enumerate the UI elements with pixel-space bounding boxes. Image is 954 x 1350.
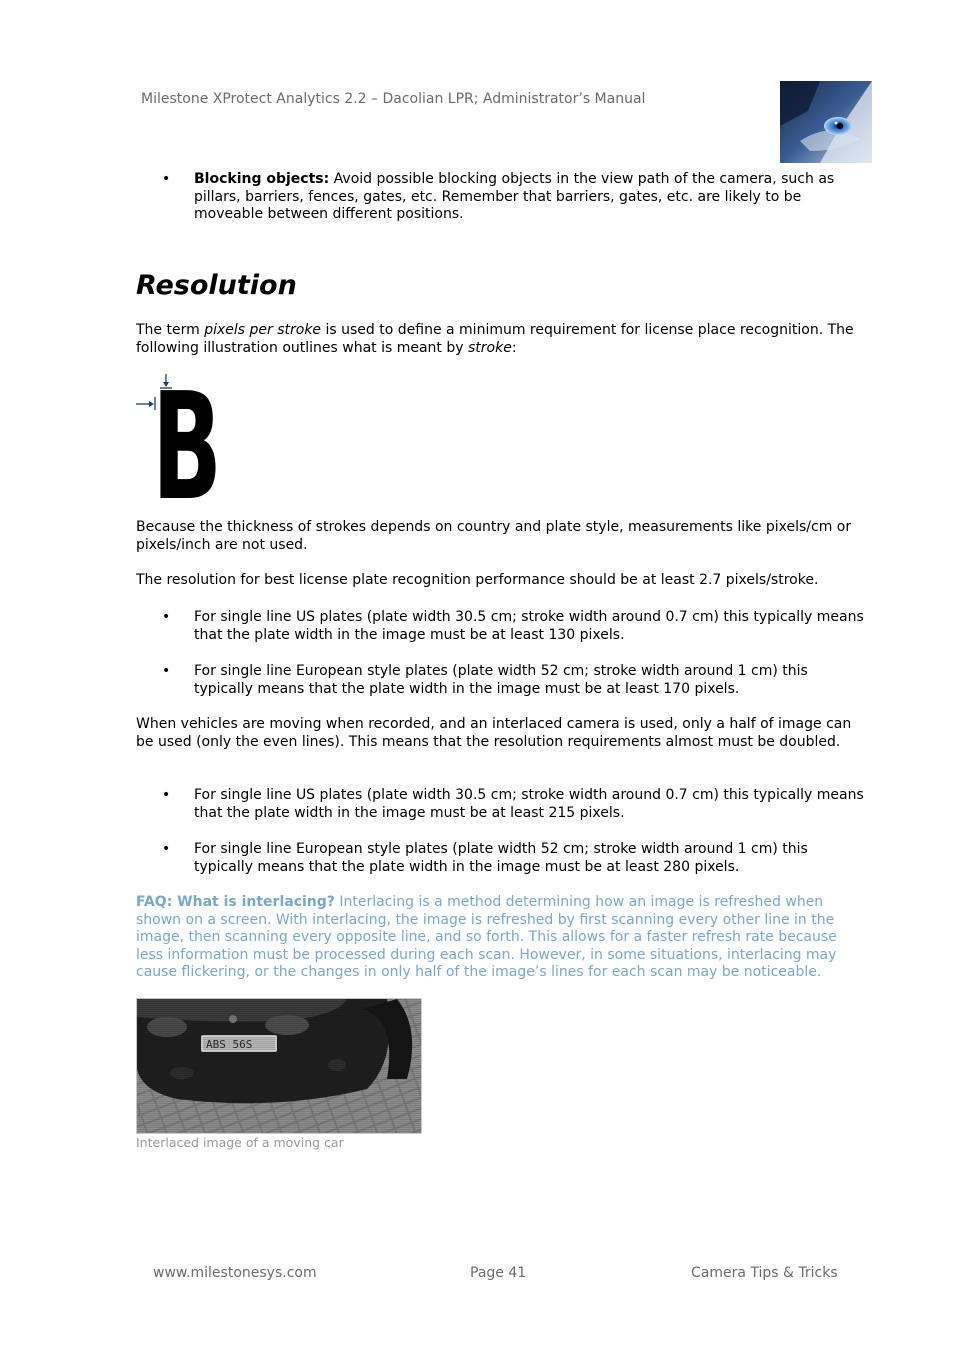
bullet-symbol: •	[162, 171, 171, 187]
intro-text-3: :	[511, 339, 517, 356]
list-item-text: For single line US plates (plate width 30.5 cm; stroke width around 0.7 cm) this typically means that the plate width in the image must be at least 130 pixels.	[194, 609, 864, 643]
list-item	[136, 841, 866, 876]
figure-caption: Interlaced image of a moving car	[136, 1135, 344, 1150]
footer-page-number: Page 41	[470, 1265, 527, 1281]
paragraph-best-resolution: The resolution for best license plate recognition performance should be at least 2.7 pixels/stroke.	[136, 572, 819, 588]
footer-section: Camera Tips & Tricks	[691, 1265, 838, 1281]
list-item-text: For single line European style plates (plate width 52 cm; stroke width around 1 cm) this typically means that the plate width in the image must be at least 170 pixels.	[194, 663, 808, 697]
faq-note	[136, 894, 866, 982]
wolf-eye-logo	[780, 81, 872, 163]
list-item-text: For single line European style plates (plate width 52 cm; stroke width around 1 cm) this typically means that the plate width in the image must be at least 280 pixels.	[194, 841, 808, 875]
intro-term-2: stroke	[468, 339, 512, 356]
list-item	[136, 663, 866, 698]
bullet-label: Blocking objects:	[194, 171, 330, 187]
intro-term: pixels per stroke	[204, 322, 322, 338]
stroke-letter: B	[152, 361, 222, 533]
list-item	[136, 787, 866, 822]
bullet-symbol: •	[162, 663, 171, 679]
interlaced-car-photo	[136, 998, 422, 1134]
faq-label: FAQ: What is interlacing?	[136, 894, 335, 910]
bullet-blocking-objects	[136, 171, 866, 224]
running-header: Milestone XProtect Analytics 2.2 – Dacolian LPR; Administrator’s Manual	[141, 91, 646, 107]
bullet-symbol: •	[162, 609, 171, 625]
stroke-illustration	[134, 361, 226, 533]
bullet-symbol: •	[162, 841, 171, 857]
intro-text-2: is used to define a minimum requirement for license place recognition. The following illustration outlines what is meant by	[136, 322, 854, 356]
list-item	[136, 609, 866, 644]
bullet-symbol: •	[162, 787, 171, 803]
paragraph-interlaced: When vehicles are moving when recorded, and an interlaced camera is used, only a half of image can be used (only the even lines). This means that the resolution requirements almost must be doubled.	[136, 716, 852, 750]
intro-text-1: The term	[136, 322, 205, 338]
intro-paragraph	[136, 322, 866, 357]
faq-text: Interlacing is a method determining how an image is refreshed when shown on a screen. With interlacing, the image is refreshed by first scanning every other line in the image, then scanning every opposite line, and so forth. This allows for a faster refresh rate because less information must be processed during each scan. However, in some situations, interlacing may cause flickering, or the changes in only half of the image’s lines for each scan may be noticeable.	[136, 894, 837, 980]
footer-website: www.milestonesys.com	[153, 1265, 317, 1281]
list-item-text: For single line US plates (plate width 30.5 cm; stroke width around 0.7 cm) this typically means that the plate width in the image must be at least 215 pixels.	[194, 787, 864, 821]
section-heading: Resolution	[136, 270, 297, 301]
bullet-text: Avoid possible blocking objects in the view path of the camera, such as pillars, barriers, fences, gates, etc. Remember that barriers, gates, etc. are likely to be moveable between different positions.	[194, 171, 835, 222]
paragraph-thickness: Because the thickness of strokes depends on country and plate style, measurements like pixels/cm or pixels/inch are not used.	[136, 519, 852, 553]
